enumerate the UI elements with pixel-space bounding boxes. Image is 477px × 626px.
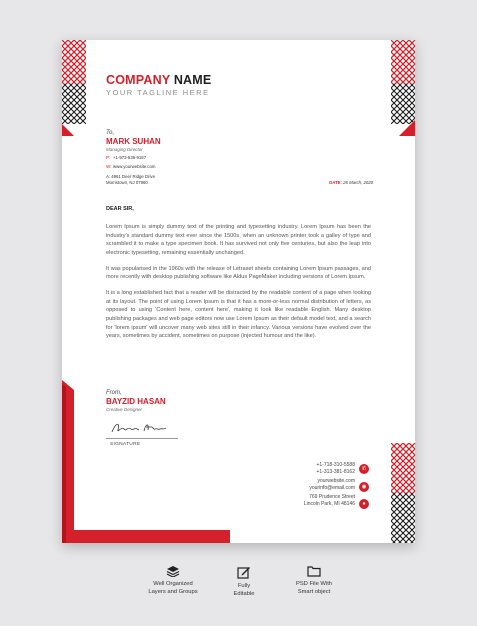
- feature-layers: [128, 565, 218, 596]
- signature-label: SIGNATURE: [110, 442, 141, 447]
- contact-block: [304, 462, 355, 511]
- signature-image: [110, 420, 170, 436]
- date-value: 26 March, 2020: [343, 180, 373, 185]
- location-pin-icon: ●: [359, 499, 369, 509]
- from-label: From,: [106, 390, 122, 396]
- recipient-phone: +1-973-536-9187: [113, 155, 147, 160]
- top-right-pattern: [391, 40, 415, 136]
- contact-address: [304, 494, 355, 507]
- letter-body: [106, 223, 371, 348]
- contact-web: [304, 478, 355, 491]
- recipient-block: [106, 130, 266, 186]
- recipient-name: MARK SUHAN: [106, 137, 161, 146]
- date-label: DATE:: [329, 180, 342, 185]
- recipient-website-line: [106, 164, 266, 170]
- feature-layers-line1: Well Organized: [153, 581, 193, 587]
- recipient-address-line1: A: 4961 Deer Ridge Drive: [106, 173, 155, 179]
- feature-psd: [282, 565, 346, 596]
- salutation: DEAR SIR,: [106, 206, 134, 212]
- edit-icon: [237, 565, 251, 579]
- company-name-part1: COMPANY: [106, 73, 171, 87]
- company-tagline: YOUR TAGLINE HERE: [106, 88, 210, 97]
- phone-icon: ✆: [359, 464, 369, 474]
- contact-phones: [304, 462, 355, 475]
- sender-name: BAYZID HASAN: [106, 397, 166, 406]
- recipient-address-line2: Morristown, NJ 07960: [106, 179, 148, 185]
- bottom-right-pattern: [391, 443, 415, 543]
- date-line: [329, 180, 373, 185]
- feature-psd-line2: Smart object: [297, 589, 331, 596]
- company-name-part2: NAME: [173, 73, 212, 87]
- folder-icon: [307, 565, 321, 577]
- letterhead-page: [62, 40, 415, 543]
- contact-address-2: Lincoln Park, MI 48146: [303, 500, 355, 507]
- globe-icon: W:: [106, 164, 112, 170]
- top-left-pattern: [62, 40, 86, 136]
- contact-phone-2: +1-313-381-8162: [316, 468, 355, 475]
- signature-line: [106, 438, 178, 439]
- sender-title: Creative Designer: [106, 407, 143, 412]
- recipient-address: [106, 174, 266, 186]
- feature-layers-line2: Layers and Groups: [148, 589, 198, 596]
- phone-icon: P:: [106, 155, 111, 160]
- feature-psd-line1: PSD File With: [295, 581, 333, 587]
- feature-editable: [214, 565, 274, 598]
- paragraph-3: It is a long established fact that a reader will be distracted by the readable content of a page when looking at its layout. The point of using Lorem Ipsum is that it has a more-or-less normal distribution of letters, as opposed to using 'Content here, content here', making it look like readable English. Many desktop publishing packages and web page editors now use Lorem Ipsum as their default model text, and a search for 'lorem ipsum' will uncover many web sites still in their infancy. Various versions have evolved over the years, sometimes by accident, sometimes on purpose (injected humour and the like).: [106, 289, 371, 340]
- contact-phone-1: +1-718-310-5588: [316, 462, 355, 468]
- to-label: To,: [106, 130, 115, 136]
- recipient-website: www.yourwebsite.com: [113, 164, 156, 170]
- brand-block: [106, 73, 211, 97]
- recipient-title: Managing Director: [106, 147, 143, 152]
- layers-icon: [166, 565, 180, 577]
- contact-email: yourinfo@email.com: [309, 484, 355, 491]
- globe-icon: ◉: [359, 482, 369, 492]
- contact-address-1: 769 Prudence Street: [309, 494, 355, 501]
- company-name: [106, 73, 211, 87]
- sender-block: [106, 390, 166, 412]
- paragraph-2: It was popularised in the 1960s with the release of Letraset sheets containing Lorem Ipsum passages, and more recently with desktop publishing software like Aldus PageMaker including versions of Lorem Ipsum.: [106, 265, 371, 281]
- paragraph-1: Lorem Ipsum is simply dummy text of the printing and typesetting industry. Lorem Ipsum has been the industry's standard dummy text ever since the 1500s, when an unknown printer took a galley of type and scrambled it to make a type specimen book. It has survived not only five centuries, but also the leap into electronic typesetting, remaining essentially unchanged.: [106, 224, 371, 256]
- contact-website: yourwebsite.com: [317, 478, 355, 485]
- feature-editable-line2: Editable: [233, 591, 255, 598]
- feature-editable-line1: Fully: [237, 583, 251, 589]
- recipient-phone-line: [106, 155, 266, 161]
